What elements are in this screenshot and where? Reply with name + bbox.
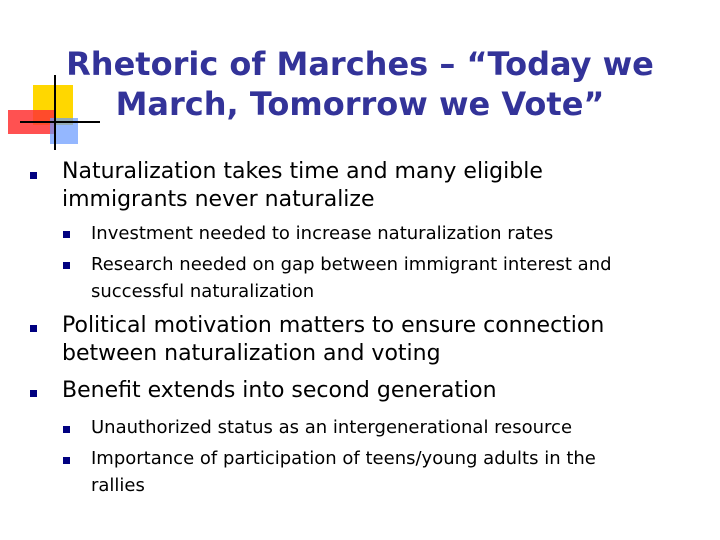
bullet-text-line: Benefit extends into second generation — [62, 378, 497, 403]
bullet-text-line: Political motivation matters to ensure connection — [62, 313, 605, 338]
bullet-marker — [30, 325, 37, 332]
sub-bullet-research — [91, 251, 612, 305]
bullet-political-motivation — [62, 312, 604, 368]
bullet-text-line: Naturalization takes time and many eligible — [62, 159, 543, 184]
sub-bullet-marker — [63, 231, 70, 238]
bullet-text-line: Unauthorized status as an intergenerational resource — [91, 417, 573, 438]
bullet-text-line: Research needed on gap between immigrant interest and — [91, 254, 612, 275]
bullet-marker — [30, 390, 37, 397]
bullet-text-line: Investment needed to increase naturalization rates — [91, 223, 554, 244]
slide-title-line-1: Rhetoric of Marches – “Today we — [66, 45, 654, 83]
bullet-text-line: Importance of participation of teens/young adults in the — [91, 448, 596, 469]
bullet-text-line: rallies — [91, 475, 145, 496]
sub-bullet-marker — [63, 457, 70, 464]
bullet-marker — [30, 172, 37, 179]
sub-bullet-unauthorized — [91, 414, 572, 441]
sub-bullet-marker — [63, 262, 70, 269]
bullet-naturalization — [62, 158, 543, 214]
bullet-text-line: between naturalization and voting — [62, 341, 441, 366]
slide-title-line-2: March, Tomorrow we Vote” — [115, 85, 605, 123]
sub-bullet-importance — [91, 445, 596, 499]
sub-bullet-marker — [63, 426, 70, 433]
bullet-benefit — [62, 377, 497, 405]
sub-bullet-investment — [91, 220, 553, 247]
bullet-text-line: immigrants never naturalize — [62, 187, 375, 212]
bullet-text-line: successful naturalization — [91, 281, 315, 302]
